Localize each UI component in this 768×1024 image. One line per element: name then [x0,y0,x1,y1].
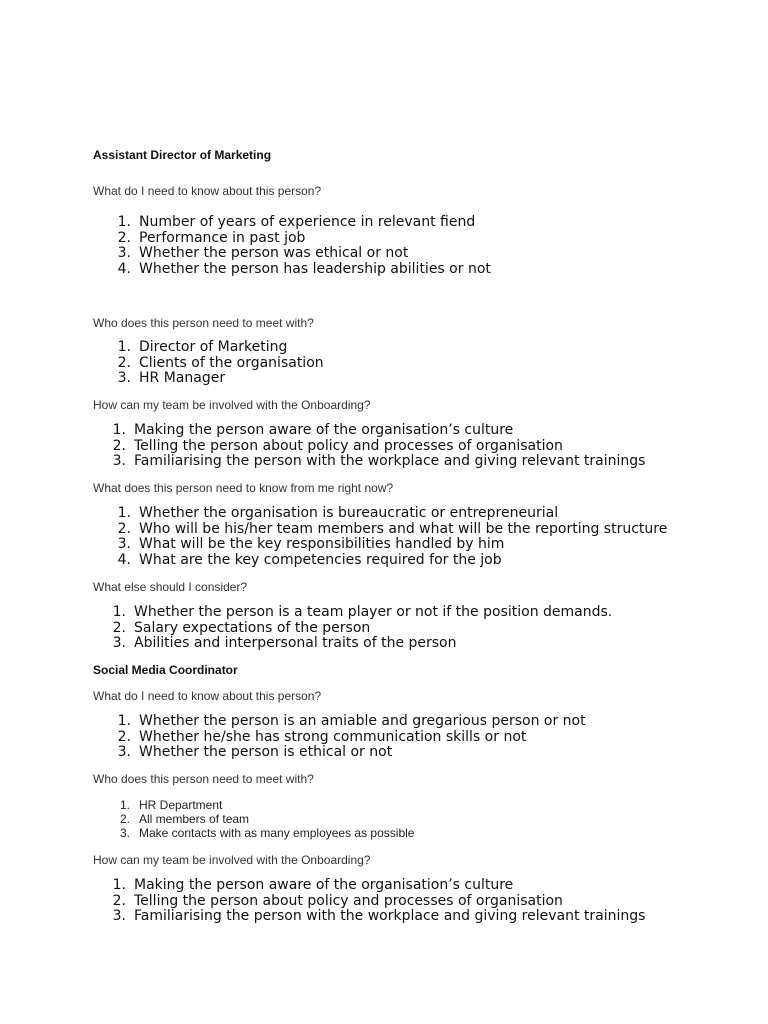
question: What does this person need to know from me right now? [93,481,394,495]
list-item: 3. Make contacts with as many employees as possible [119,826,415,841]
list-item: 3. Abilities and interpersonal traits of the person [112,635,457,652]
question: How can my team be involved with the Onboarding? [93,398,371,412]
numbered-list [93,605,612,652]
list-item: 2. Whether he/she has strong communication skills or not [117,728,527,745]
list-item: 2. Salary expectations of the person [112,619,371,636]
list-item: 3. Whether the person is ethical or not [117,744,393,761]
section-heading: Social Media Coordinator [93,663,238,677]
question: Who does this person need to meet with? [93,316,314,330]
list-item: 4. Whether the person has leadership abilities or not [117,260,491,277]
numbered-list [93,798,414,841]
list-item: 1. Making the person aware of the organisation’s culture [112,877,514,893]
list-item: 1. HR Department [119,798,223,812]
list-item: 1. Director of Marketing [117,339,288,355]
question: Who does this person need to meet with? [93,772,314,786]
list-item: 3. Familiarising the person with the workplace and giving relevant trainings [112,453,646,470]
list-item: 1. Number of years of experience in relevant fiend [117,214,476,230]
list-item: 2. Telling the person about policy and processes of organisation [112,437,563,454]
list-item: 1. Whether the person is an amiable and gregarious person or not [117,713,586,729]
list-item: 3. Familiarising the person with the workplace and giving relevant trainings [112,908,646,925]
numbered-list [93,506,667,568]
question: What else should I consider? [93,580,248,594]
list-item: 1. Making the person aware of the organisation’s culture [112,422,514,438]
list-item: 3. HR Manager [117,370,226,387]
list-item: 2. Clients of the organisation [117,354,324,371]
list-item: 2. Telling the person about policy and processes of organisation [112,892,563,909]
list-item: 1. Whether the person is a team player or not if the position demands. [112,604,613,620]
question: What do I need to know about this person? [93,689,322,703]
list-item: 2. All members of team [119,812,250,827]
numbered-list [93,340,324,387]
numbered-list [93,714,586,761]
numbered-list [93,215,491,277]
list-item: 2. Performance in past job [117,229,306,246]
numbered-list [93,878,645,925]
question: How can my team be involved with the Onboarding? [93,853,371,867]
list-item: 4. What are the key competencies required for the job [117,551,502,568]
list-item: 2. Who will be his/her team members and what will be the reporting structure [117,520,668,537]
list-item: 1. Whether the organisation is bureaucratic or entrepreneurial [117,505,559,521]
list-item: 3. Whether the person was ethical or not [117,245,409,262]
section-heading: Assistant Director of Marketing [93,148,272,162]
list-item: 3. What will be the key responsibilities handled by him [117,536,505,553]
question: What do I need to know about this person? [93,184,322,198]
numbered-list [93,423,645,470]
